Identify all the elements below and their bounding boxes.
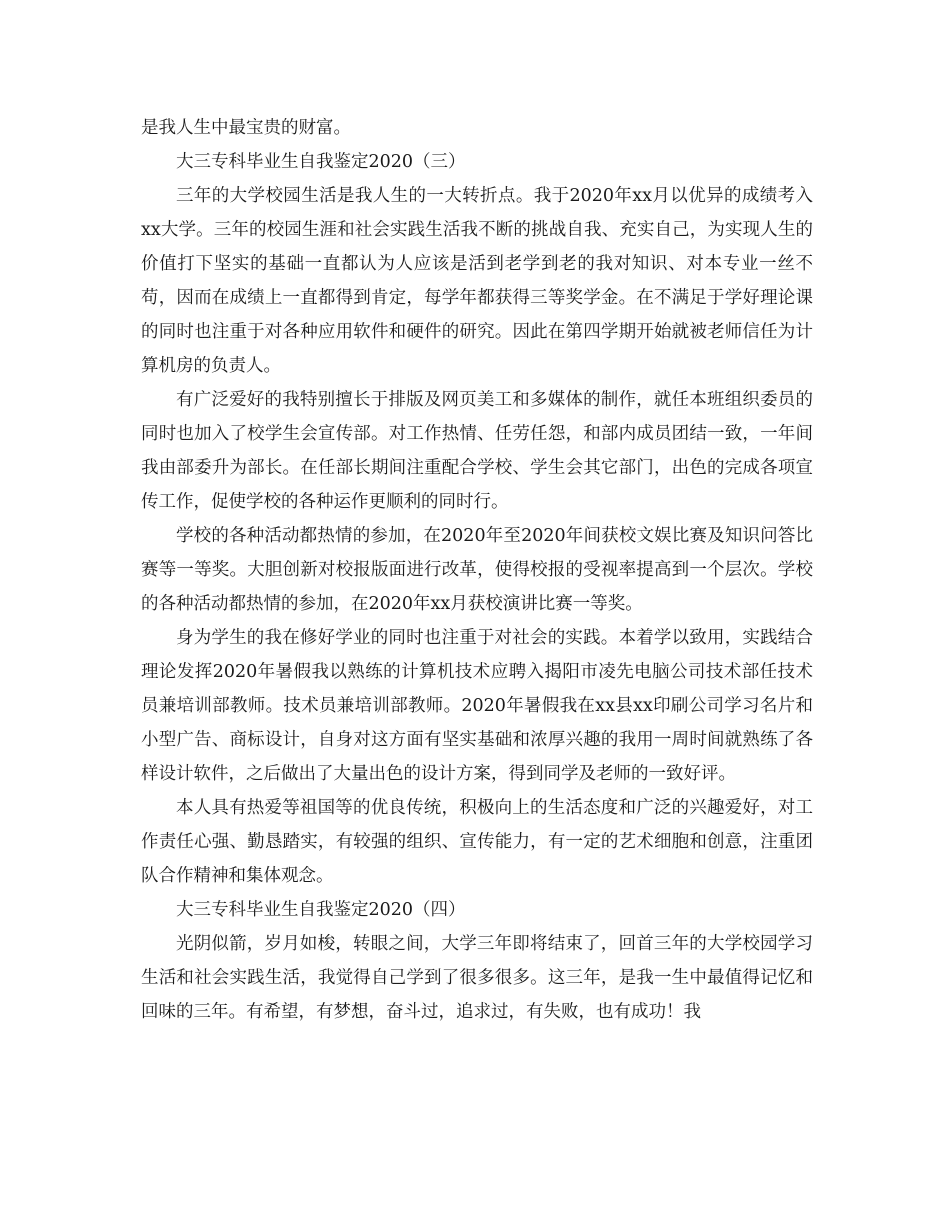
section-heading-three: 大三专科毕业生自我鉴定2020（三） xyxy=(176,152,466,172)
document-page xyxy=(141,111,813,1029)
paragraph-body: 光阴似箭，岁月如梭，转眼之间，大学三年即将结束了，回首三年的大学校园学习生活和社会实践生活，我觉得自己学到了很多很多。这三年，是我一生中最值得记忆和回味的三年。有希望，有梦想，奋斗过，追求过，有失败，也有成功！我 xyxy=(141,934,813,1022)
paragraph-body: 身为学生的我在修好学业的同时也注重于对社会的实践。本着学以致用，实践结合理论发挥2020年暑假我以熟练的计算机技术应聘入揭阳市凌先电脑公司技术部任技术员兼培训部教师。技术员兼培训部教师。2020年暑假我在xx县xx印刷公司学习名片和小型广告、商标设计，自身对这方面有坚实基础和浓厚兴趣的我用一周时间就熟练了各样设计软件，之后做出了大量出色的设计方案，得到同学及老师的一致好评。 xyxy=(141,628,813,784)
section-heading-four: 大三专科毕业生自我鉴定2020（四） xyxy=(176,900,466,920)
paragraph-continuation: 是我人生中最宝贵的财富。 xyxy=(141,118,351,138)
paragraph-body: 本人具有热爱等祖国等的优良传统，积极向上的生活态度和广泛的兴趣爱好，对工作责任心强、勤恳踏实，有较强的组织、宣传能力，有一定的艺术细胞和创意，注重团队合作精神和集体观念。 xyxy=(141,798,813,886)
paragraph-body: 三年的大学校园生活是我人生的一大转折点。我于2020年xx月以优异的成绩考入xx大学。三年的校园生涯和社会实践生活我不断的挑战自我、充实自己，为实现人生的价值打下坚实的基础一直都认为人应该是活到老学到老的我对知识、对本专业一丝不苟，因而在成绩上一直都得到肯定，每学年都获得三等奖学金。在不满足于学好理论课的同时也注重于对各种应用软件和硬件的研究。因此在第四学期开始就被老师信任为计算机房的负责人。 xyxy=(141,186,813,376)
paragraph-body: 有广泛爱好的我特别擅长于排版及网页美工和多媒体的制作，就任本班组织委员的同时也加入了校学生会宣传部。对工作热情、任劳任怨，和部内成员团结一致，一年间我由部委升为部长。在任部长期间注重配合学校、学生会其它部门，出色的完成各项宣传工作，促使学校的各种运作更顺利的同时行。 xyxy=(141,390,813,512)
paragraph-body: 学校的各种活动都热情的参加，在2020年至2020年间获校文娱比赛及知识问答比赛等一等奖。大胆创新对校报版面进行改革，使得校报的受视率提高到一个层次。学校的各种活动都热情的参加，在2020年xx月获校演讲比赛一等奖。 xyxy=(141,526,813,614)
